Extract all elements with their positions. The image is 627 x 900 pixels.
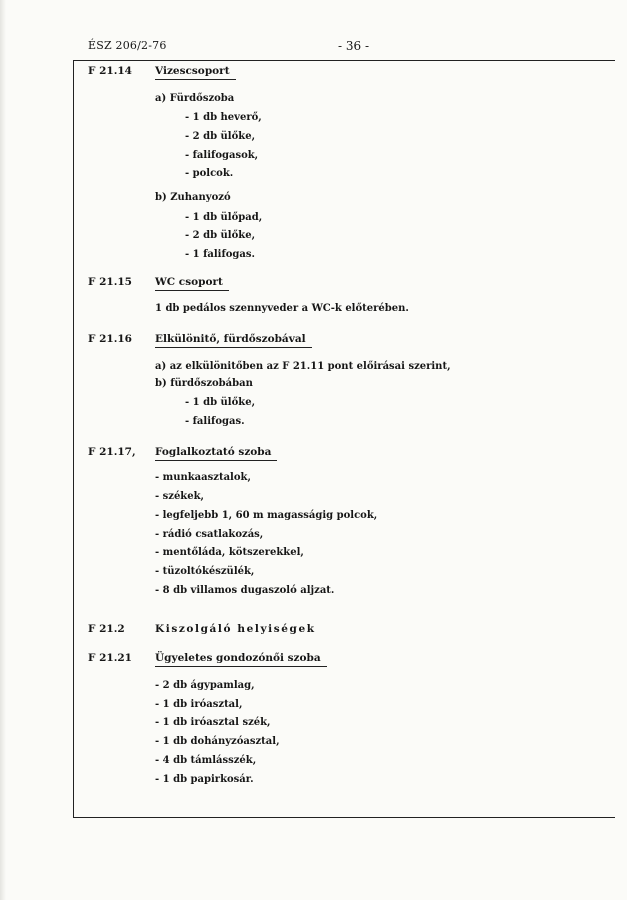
list-item: - 1 db heverő, <box>185 112 262 123</box>
subsection-label: a) Fürdőszoba <box>155 93 235 104</box>
list-item: - 1 falifogas. <box>185 249 256 260</box>
list-item: - 1 db ülőpad, <box>185 212 263 223</box>
list-item: - 4 db támlásszék, <box>155 755 257 766</box>
list-item: - falifogasok, <box>185 150 259 161</box>
subsection-label: a) az elkülönitőben az F 21.11 pont előirásai szerint, <box>155 361 451 372</box>
section-code: F 21.16 <box>88 333 132 345</box>
list-item: - falifogas. <box>185 416 245 427</box>
subsection-label: b) fürdőszobában <box>155 378 253 389</box>
subsection-label: b) Zuhanyozó <box>155 192 231 203</box>
list-item: - 8 db villamos dugaszoló aljzat. <box>155 585 335 596</box>
section-title: Elkülönitő, fürdőszobával <box>155 333 312 348</box>
list-item: - polcok. <box>185 168 234 179</box>
section-code: F 21.14 <box>88 65 132 77</box>
section-title: Kiszolgáló helyiségek <box>155 623 316 635</box>
list-item: - 1 db dohányzóasztal, <box>155 736 280 747</box>
paragraph: 1 db pedálos szennyveder a WC-k előterében. <box>155 303 409 314</box>
list-item: - munkaasztalok, <box>155 472 251 483</box>
list-item: - mentőláda, kötszerekkel, <box>155 547 304 558</box>
scan-edge <box>0 0 6 900</box>
list-item: - 1 db ülőke, <box>185 397 256 408</box>
list-item: - 1 db iróasztal, <box>155 699 243 710</box>
section-code: F 21.15 <box>88 276 132 288</box>
list-item: - 2 db ülőke, <box>185 230 256 241</box>
list-item: - székek, <box>155 491 205 502</box>
section-code: F 21.21 <box>88 652 132 664</box>
section-title: Ügyeletes gondozónői szoba <box>155 652 327 667</box>
list-item: - 2 db ágypamlag, <box>155 680 255 691</box>
list-item: - 2 db ülőke, <box>185 131 256 142</box>
list-item: - legfeljebb 1, 60 m magasságig polcok, <box>155 510 378 521</box>
section-title: WC csoport <box>155 276 229 291</box>
list-item: - rádió csatlakozás, <box>155 529 264 540</box>
list-item: - tüzoltókészülék, <box>155 566 255 577</box>
section-code: F 21.2 <box>88 623 125 635</box>
page-number: - 36 - <box>338 39 370 53</box>
list-item: - 1 db iróasztal szék, <box>155 717 271 728</box>
list-item: - 1 db papirkosár. <box>155 774 254 785</box>
document-id: ÉSZ 206/2-76 <box>88 39 167 52</box>
section-title: Vizescsoport <box>155 65 236 80</box>
section-title: Foglalkoztató szoba <box>155 446 277 461</box>
section-code: F 21.17, <box>88 446 136 458</box>
